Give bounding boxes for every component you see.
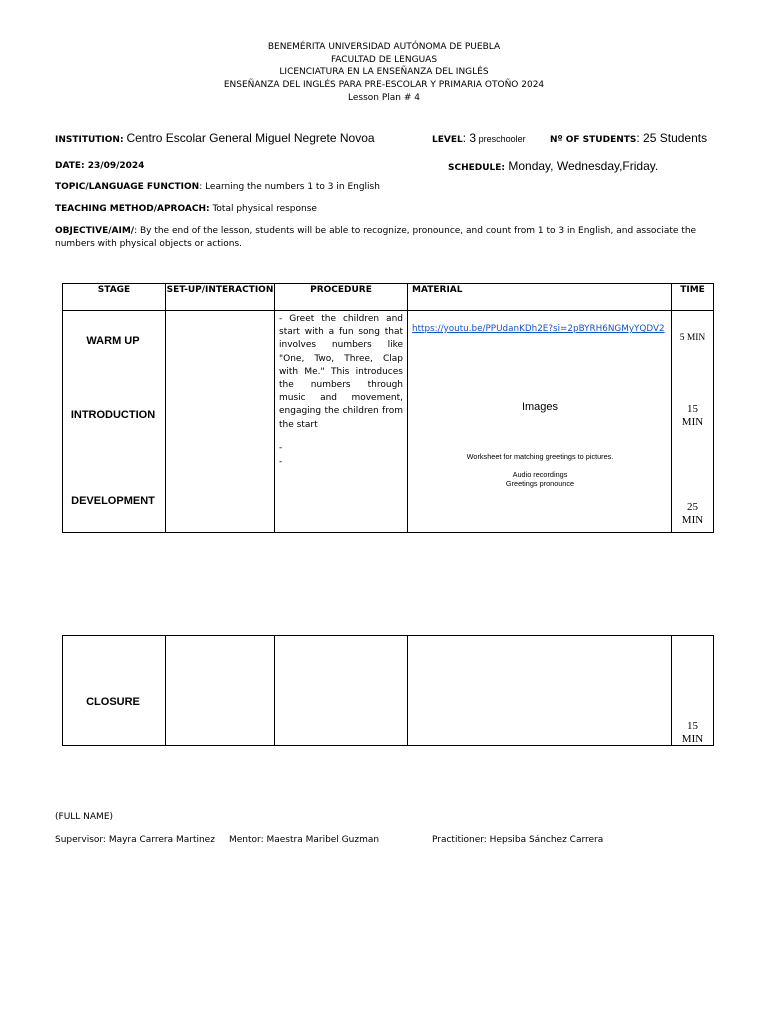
schedule-label: SCHEDULE: [448,163,506,173]
method-row [55,204,317,214]
time-introduction [672,403,713,429]
time-unit: MIN [681,514,704,526]
institution-label: INSTITUTION: [55,135,124,145]
setup-cell [166,311,275,533]
schedule-value: Monday, Wednesday,Friday. [505,159,659,173]
date-label: DATE: 23/09/2024 [55,161,145,171]
topic-value: : Learning the numbers 1 to 3 in English [199,182,380,192]
objective-label: OBJECTIVE/AIM/ [55,226,135,236]
topic-label: TOPIC/LANGUAGE FUNCTION [55,182,200,192]
objective-paragraph [55,225,715,251]
students-value: : 25 Students [636,131,708,145]
time-value: 15 [687,720,698,732]
table-row [63,636,714,746]
lesson-plan-number: Lesson Plan # 4 [348,92,420,103]
stage-warm-up: WARM UP [86,335,140,347]
level-row [432,131,526,145]
material-audio [408,470,672,488]
university-name: BENEMÉRITA UNIVERSIDAD AUTÓNOMA DE PUEBLA [267,42,501,52]
setup-cell [166,636,275,746]
method-value: Total physical response [209,204,317,214]
table-row [63,311,714,533]
practitioner-name: Practitioner: Hepsiba Sánchez Carrera [432,835,604,845]
stage-introduction: INTRODUCTION [70,409,156,421]
mentor-name: Mentor: Maestra Maribel Guzman [229,835,380,845]
document-header [0,41,768,105]
procedure-bullet: - [279,442,283,453]
degree-name: LICENCIATURA EN LA ENSEÑANZA DEL INGLÉS [279,67,489,78]
material-cell [408,311,672,533]
procedure-cell [275,311,408,533]
stage-header: STAGE [63,284,166,311]
institution-row [55,131,375,145]
lesson-table [62,283,714,533]
time-closure [672,720,713,746]
students-row [550,131,707,145]
time-unit: MIN [681,416,704,428]
time-development [672,501,713,527]
stage-closure: CLOSURE [86,696,140,708]
youtube-link[interactable]: https://youtu.be/PPUdanKDh2E?si=2pBYRH6NGMyYQDV2 [412,324,665,334]
full-name-label: (FULL NAME) [55,812,114,822]
level-value-text: preschooler [476,134,526,144]
material-images: Images [521,401,559,413]
closure-table [62,635,714,746]
time-value: 15 [687,403,698,415]
stage-cell [63,636,166,746]
procedure-text: - Greet the children and start with a fun song that involves numbers like "One, Two, Three, Clap with Me." This introduces the numbers through music and movement, engaging the children from the start [279,314,403,430]
stage-cell [63,311,166,533]
time-warm-up: 5 MIN [679,333,706,343]
table-header-row [63,284,714,311]
faculty-name: FACULTAD DE LENGUAS [330,54,438,65]
material-audio-line: Audio recordings [512,470,568,479]
time-header: TIME [672,284,714,311]
time-unit: MIN [681,733,704,745]
course-name: ENSEÑANZA DEL INGLÉS PARA PRE-ESCOLAR Y PRIMARIA OTOÑO 2024 [223,80,545,91]
time-cell [672,636,714,746]
students-label: Nº OF STUDENTS [550,135,637,145]
objective-value: : By the end of the lesson, students will be able to recognize, pronounce, and count from 1 to 3 in English, and associate the numbers with physical objects or actions. [55,226,697,249]
stage-development: DEVELOPMENT [71,495,155,507]
topic-row [55,182,380,192]
level-value-number: : 3 [462,131,477,145]
time-value: 25 [687,501,698,513]
level-label: LEVEL [432,135,463,145]
supervisor-name: Supervisor: Mayra Carrera Martinez [55,835,215,845]
material-audio-line: Greetings pronounce [505,479,575,488]
material-worksheet: Worksheet for matching greetings to pictures. [466,452,614,461]
material-cell [408,636,672,746]
schedule-row [448,159,658,173]
institution-value: Centro Escolar General Miguel Negrete Novoa [126,131,375,145]
time-cell [672,311,714,533]
method-label: TEACHING METHOD/APROACH: [55,204,210,214]
procedure-bullet: - [279,456,283,467]
procedure-cell [275,636,408,746]
setup-header: SET-UP/INTERACTION [166,284,275,311]
procedure-header: PROCEDURE [275,284,408,311]
material-header: MATERIAL [408,284,672,311]
